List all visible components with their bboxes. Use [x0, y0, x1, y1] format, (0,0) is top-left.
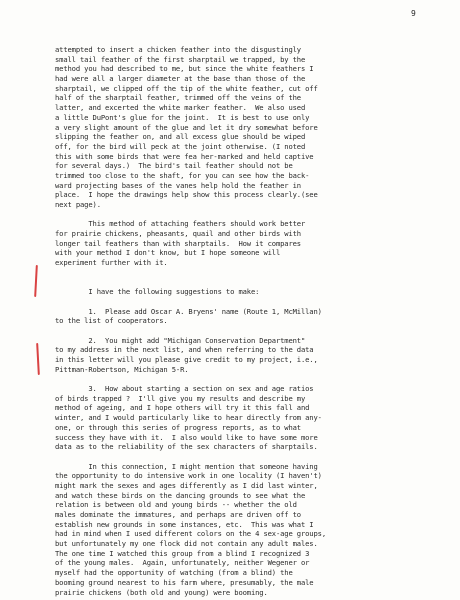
margin-mark [34, 265, 38, 297]
text-line: latter, and excerted the white marker feather. We also used [55, 103, 306, 113]
text-line: slipping the feather on, and all excess glue should be wiped [55, 132, 306, 142]
text-line: for several days.) The bird's tail feather should not be [55, 161, 293, 171]
text-line [55, 278, 433, 288]
text-line: in this letter will you please give credit to my project, i.e., [55, 355, 318, 364]
text-line: one, or through this series of progress reports, as to what [55, 422, 301, 432]
text-line: and watch these birds on the dancing grounds to see what the [55, 490, 306, 500]
text-line [55, 326, 433, 336]
text-line: success they have with it. I also would like to have some more [55, 432, 318, 442]
text-line: males dominate the immatures, and perhaps are driven off to [55, 510, 301, 519]
text-line [55, 297, 433, 307]
text-line: with your method I don't know, but I hope someone will [55, 248, 281, 258]
text-line: small tail feather of the first sharptail we trapped, by the [55, 54, 306, 64]
text-line: half of the sharptail feather, trimmed off the veins of the [55, 93, 301, 103]
text-line: relation is between old and young birds -- whether the old [55, 500, 297, 510]
text-line: establish new grounds in some instances, etc. This was what I [55, 519, 314, 529]
text-line: off, for the bird will peck at the joint otherwise. (I noted [55, 141, 306, 151]
margin-mark [36, 343, 40, 375]
text-line: might mark the sexes and ages differently as I did last winter, [55, 480, 318, 490]
text-line: I have the following suggestions to make: [55, 287, 260, 297]
text-line: winter, and I would particularly like to hear directly from any- [55, 413, 322, 423]
text-line: 3. How about starting a section on sex and age ratios [55, 384, 314, 394]
text-line [55, 268, 433, 278]
text-line: method you had described to me, but since the white feathers I [55, 64, 314, 74]
text-line: a little DuPont's glue for the joint. It is best to use only [55, 112, 310, 122]
text-line: of birds trapped ? I'll give you my results and describe my [55, 393, 306, 403]
text-line: to my address in the next list, and when referring to the data [55, 345, 314, 355]
text-line: This method of attaching feathers should work better [55, 219, 306, 229]
text-line: place. I hope the drawings help show this process clearly.(see [55, 190, 318, 200]
text-line: Pittman-Robertson, Michigan 5-R. [55, 364, 189, 374]
page-number: 9 [411, 9, 416, 18]
text-line: had in mind when I used different colors on the 4 sex-age groups, [55, 529, 326, 539]
text-line: but unfortunately my one flock did not contain any adult males. [55, 539, 318, 549]
text-line: this with some birds that were fea her-marked and held captive [55, 151, 314, 161]
letter-body [55, 45, 433, 597]
text-line: had were all a larger diameter at the base than those of the [55, 74, 306, 84]
text-line: a very slight amount of the glue and let it dry somewhat before [55, 122, 318, 132]
text-line: data as to the reliability of the sex characters of sharptails. [55, 442, 318, 452]
text-line: 2. You might add "Michigan Conservation Department" [55, 335, 306, 345]
text-line [55, 210, 433, 220]
text-line: myself had the opportunity of watching (from a blind) the [55, 568, 293, 578]
text-line: attempted to insert a chicken feather into the disgustingly [55, 45, 301, 54]
text-line: longer tail feathers than with sharptails. How it compares [55, 238, 301, 248]
text-line: The one time I watched this group from a blind I recognized 3 [55, 548, 310, 558]
text-line: booming ground nearest to his farm where, presumably, the male [55, 577, 314, 587]
text-line: for prairie chickens, pheasants, quail and other birds with [55, 229, 301, 239]
text-line: next page). [55, 200, 101, 209]
text-line: trimmed too close to the shaft, for you can see how the back- [55, 170, 310, 180]
text-line: method of ageing, and I hope others will try it this fall and [55, 403, 310, 413]
text-line: In this connection, I might mention that someone having [55, 461, 318, 471]
text-line: of the young males. Again, unfortunately, neither Wegener or [55, 558, 310, 568]
text-line: experiment further with it. [55, 258, 168, 268]
text-line: the opportunity to do intensive work in one locality (I haven't) [55, 471, 322, 481]
text-line: prairie chickens (both old and young) were booming. [55, 587, 268, 597]
text-line [55, 452, 433, 462]
text-line: to the list of cooperators. [55, 316, 168, 326]
text-line [55, 374, 433, 384]
text-line: sharptail, we clipped off the tip of the white feather, cut off [55, 83, 318, 93]
text-line: ward projecting bases of the vanes help hold the feather in [55, 180, 301, 190]
text-line: 1. Please add Oscar A. Bryens' name (Route 1, McMillan) [55, 306, 322, 316]
